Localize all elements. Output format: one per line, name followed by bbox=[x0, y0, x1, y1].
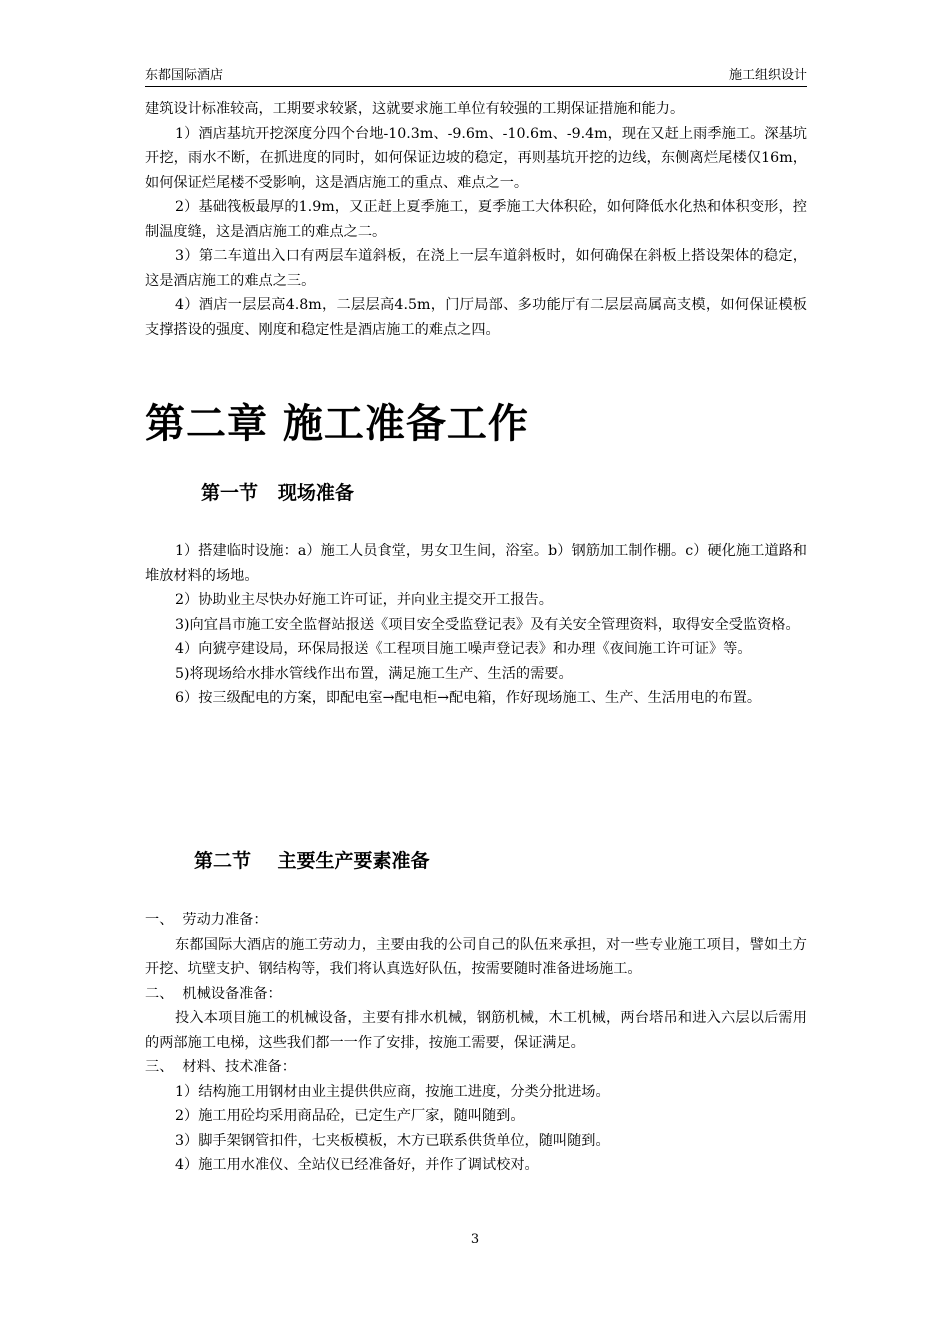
page-header bbox=[145, 66, 807, 87]
section-2-title: 第二节 主要生产要素准备 bbox=[194, 850, 430, 872]
intro-paragraph-1: 1）酒店基坑开挖深度分四个台地-10.3m、-9.6m、-10.6m、-9.4m，现在又赶上雨季施工。深基坑开挖，雨水不断，在抓进度的同时，如何保证边坡的稳定，再则基坑开挖的边线，东侧离烂尾楼仅16m，如何保证烂尾楼不受影响，这是酒店施工的重点、难点之一。 bbox=[145, 125, 807, 191]
list-item: 4）施工用水准仪、全站仪已经准备好，并作了调试校对。 bbox=[175, 1157, 539, 1173]
list-item: 4）向猇亭建设局，环保局报送《工程项目施工噪声登记表》和办理《夜间施工许可证》等。 bbox=[175, 641, 752, 657]
intro-paragraph-3: 3）第二车道出入口有两层车道斜板，在浇上一层车道斜板时，如何确保在斜板上搭设架体的稳定，这是酒店施工的难点之三。 bbox=[145, 248, 807, 289]
machine-paragraph: 投入本项目施工的机械设备，主要有排水机械，钢筋机械，木工机械，两台塔吊和进入六层以后需用的两部施工电梯，这些我们都一一作了安排，按施工需要，保证满足。 bbox=[145, 1010, 807, 1051]
header-document-title: 施工组织设计 bbox=[728, 68, 807, 83]
list-item: 1）结构施工用钢材由业主提供供应商，按施工进度，分类分批进场。 bbox=[175, 1083, 610, 1100]
list-item: 6）按三级配电的方案，即配电室→配电柜→配电箱，作好现场施工、生产、生活用电的布置。 bbox=[175, 690, 762, 706]
header-project-name: 东都国际酒店 bbox=[145, 68, 224, 83]
material-heading: 三、 材料、技术准备： bbox=[145, 1059, 296, 1075]
intro-paragraph-0: 建筑设计标准较高，工期要求较紧，这就要求施工单位有较强的工期保证措施和能力。 bbox=[145, 101, 685, 117]
list-item: 3）脚手架钢管扣件，七夹板模板，木方已联系供货单位，随叫随到。 bbox=[175, 1132, 610, 1149]
section-1-list bbox=[145, 539, 807, 711]
section-1-title: 第一节 现场准备 bbox=[201, 482, 354, 504]
intro-paragraph-2: 2）基础筏板最厚的1.9m，又正赶上夏季施工，夏季施工大体积砼，如何降低水化热和体积变形，控制温度缝，这是酒店施工的难点之二。 bbox=[145, 199, 807, 240]
list-item: 5)将现场给水排水管线作出布置，满足施工生产、生活的需要。 bbox=[175, 665, 573, 682]
chapter-title: 第二章 施工准备工作 bbox=[145, 401, 529, 447]
labor-paragraph: 东都国际大酒店的施工劳动力，主要由我的公司自己的队伍来承担，对一些专业施工项目，譬如土方开挖、坑壁支护、钢结构等，我们将认真选好队伍，按需要随时准备进场施工。 bbox=[145, 936, 807, 977]
list-item: 3)向宜昌市施工安全监督站报送《项目安全受监登记表》及有关安全管理资料，取得安全受监资格。 bbox=[175, 616, 800, 633]
section-2-body bbox=[145, 908, 807, 1178]
intro-block bbox=[145, 97, 807, 342]
page-number: 3 bbox=[470, 1232, 480, 1247]
intro-paragraph-4: 4）酒店一层层高4.8m，二层层高4.5m，门厅局部、多功能厅有二层层高属高支模，如何保证模板支撑搭设的强度、刚度和稳定性是酒店施工的难点之四。 bbox=[145, 297, 807, 338]
list-item: 2）协助业主尽快办好施工许可证，并向业主提交开工报告。 bbox=[175, 592, 553, 608]
list-item: 2）施工用砼均采用商品砼，已定生产厂家，随叫随到。 bbox=[175, 1108, 525, 1124]
list-item: 1）搭建临时设施：a）施工人员食堂，男女卫生间，浴室。b）钢筋加工制作棚。c）硬化施工道路和堆放材料的场地。 bbox=[145, 543, 807, 584]
labor-heading: 一、 劳动力准备： bbox=[145, 912, 268, 928]
machine-heading: 二、 机械设备准备： bbox=[145, 985, 282, 1002]
